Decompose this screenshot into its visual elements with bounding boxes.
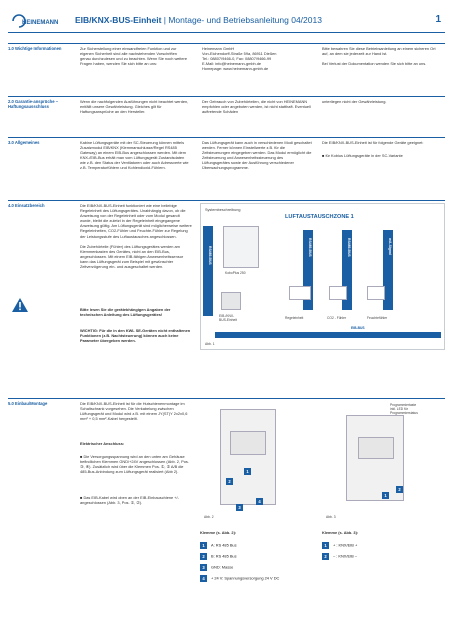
terminal-number: 2 (396, 486, 403, 493)
terminal-number: 1 (200, 542, 207, 549)
list-item-text: Die Versorgungsspannung wird an den unten am Gehäuse befindlichen Klemmen GND/+24V angeschlossen (Abb. 2, Pos. ③, ④). Zusätzlich wird über die Klemmen Pos. ①, ② A/B die 485-Bus-Anbindung zum Lüftungsgerät realisiert (Abb 2). (80, 454, 189, 475)
terminal-number: 1 (382, 492, 389, 499)
section-text: Die EIB/KNX-BUS-Einheit ist für die Hutschienenmontage im Schaltschrank vorgesehen. Die Verkabelung zwischen Lüftungsgerät und Modul wird z.B. mit einem JY(ST)Y 2x2x0,6 mm² + 0,5 mm²-Kabel hergestellt. (80, 401, 188, 422)
terminal-marker (244, 463, 255, 481)
section-divider (8, 137, 445, 138)
section-label: 5.0 Einbau/Montage (8, 401, 48, 406)
control-unit-label: Regeleinheit (285, 316, 304, 320)
device-label: KoboPlus 250 (225, 271, 246, 275)
title-bold: EIB/KNX-BUS-Einheit (75, 15, 162, 25)
figure-caption: Abb. 3 (326, 515, 336, 519)
section-text: Die EIB/KNX-BUS-Einheit funktioniert wie eine beliebige Regeleinheit des Lüftungsgerätes. Unabhängig davon, ob die Anweisung von der Regeleinheit oder vom Modul gesandt wurde, bleibt die zuletzt in der Regeleinheit eingegangene Anweisung gültig. Am Lüftungsgerät sind möglicherweise weitere Regeleinheiten, CO2-Fühler und Feuchte-Fühler zur Regelung der Leistungsstufe des Luftaustausches angeschlossen. Die Zubehörteile (Fühler) des Lüftungsgerätes werden am Klemmenkasten des Gerätes, nicht an den EIB-Bus, angeschlossen. Mit einem EIB-fähigen Anwesenheitssensor kann das Lüftungsgerät zum Beispiel mit gewünschter Zeitverzögerung ein- und ausgeschaltet werden. (80, 203, 192, 270)
figure-title: Systembeschreibung (205, 208, 241, 212)
terminal-number: 4 (200, 575, 207, 582)
terminal-text: – : KNX/EIB – (333, 553, 358, 559)
terminal-marker (396, 481, 407, 499)
module-front (230, 431, 266, 455)
page-title (75, 15, 322, 25)
terminal-marker (256, 493, 267, 511)
page-header (0, 0, 453, 40)
terminal-number: 1 (322, 542, 329, 549)
zone-headline: LUFTAUSTAUSCHZONE 1 (285, 214, 354, 220)
terminal-number: 1 (244, 468, 251, 475)
section-text: Bitte bewahren Sie diese Betriebsanleitung an einem sicheren Ort auf, an dem sie jederzeit zur Hand ist. Bei Verlust der Dokumentation wenden Sie sich bitte an uns. (322, 46, 436, 67)
list-item: ■ Das EIB-Kabel wird oben an der EIB-Einbauschiene +/- angeschlossen (Abb. 3, Pos. ①, ②). (80, 495, 179, 506)
co2-label: CO2 - Fühler (327, 316, 347, 320)
list-item: ■ für Kobius Lüftungsgeräte in der SC-Variante (322, 153, 403, 158)
terminal-marker (236, 499, 247, 517)
heinemann-logo (8, 10, 66, 32)
terminal-text: B: RS 485 Bus (211, 553, 237, 559)
page-number: 1 (435, 14, 441, 25)
humidity-label: Feuchtefühler (367, 316, 388, 320)
notice-text: Bitte lesen Sie die gerätebhängigen Angaben der technischen Anleitung des Lüftungsgerätes! (80, 307, 171, 318)
section-label: 3.0 Allgemeines (8, 140, 40, 145)
figure-caption: Abb. 1 (205, 342, 215, 346)
section-text: unterliegen nicht der Gewährleistung. (322, 99, 387, 104)
programming-button-label: Programmiertaste inkl. LED für Programmierstatus (390, 403, 418, 415)
terminal-heading: Klemme (s. Abb. 3): (322, 530, 359, 535)
eib-bus-line (215, 332, 441, 338)
terminal-text: A: RS 485 Bus (211, 542, 237, 548)
figure-caption: Abb. 2 (204, 515, 214, 519)
terminal-text: GND: Masse (211, 564, 234, 570)
terminal-item (200, 575, 279, 582)
list-item-text: Das EIB-Kabel wird oben an der EIB-Einbauschiene +/- angeschlossen (Abb. 3, Pos. ①, ②). (80, 495, 179, 506)
terminal-item (200, 542, 237, 549)
warning-icon (12, 298, 28, 312)
terminal-number: 2 (226, 478, 233, 485)
terminal-text: + 24 V: Spannungsversorgung 24 V DC (211, 575, 280, 581)
section-text: Wenn die nachfolgenden Ausführungen nicht beachtet werden, entfällt unsere Gewährleistung. Gleiches gilt für Haftungsansprüche an den Hersteller. (80, 99, 189, 115)
bus-unit-label: EIB-/KNX- BUS-Einheit (219, 314, 237, 322)
ventilation-unit (223, 226, 259, 268)
section-label: 2.0 Garantie-ansprüche – Haftungsausschluss (8, 99, 59, 110)
rs485-label: RS485-BUS (308, 238, 312, 257)
section-text: Die EIB/KNX-BUS-Einheit ist für folgende Geräte geeignet: (322, 140, 424, 145)
figure-2 (200, 401, 318, 523)
section-text: Zur Sicherstellung einer einwandfreien Funktion und zur eigenen Sicherheit sind alle nachstehenden Vorschriften genau durchzulesen und zu beachten. Wenn Sie noch weitere Fragen haben, wenden Sie sich bitte an uns: (80, 46, 187, 67)
bus-module (221, 292, 241, 310)
important-text: WICHTIG: Für die in den KWL SE-Geräten nicht enthaltenen Funktionen (z.B. Nachtsteuerung) können auch keine Parameter übergeben werden. (80, 328, 191, 344)
terminal-item (322, 542, 357, 549)
eib-bus-label: EIB-BUS (351, 326, 365, 330)
control-unit (289, 286, 311, 300)
section-divider (8, 43, 445, 44)
rs485-label: RS485-BUS (347, 238, 351, 257)
terminal-text: + : KNX/EIB + (333, 542, 358, 548)
figure-3 (322, 401, 445, 523)
section-text: Kabine Lüftungsgeräte mit der SC-Steuerung können mittels Zusatzmodul EIB/KNX (Klemmanschlusse/Regel RS485 Gateway) an einem EIB-Bus angeschlossen werden. Mit dem KNX-/EIB-Bus erhält man vom Lüftungsgerät Zustandsdaten wie z.B. den Status der Ventilatoren oder auch Adressverte wie z.B. Temperaturfühlern und Kohlendioxid-Fühlern. (80, 140, 189, 171)
signal-label: mA-Signal (388, 238, 392, 255)
svg-text:HEINEMANN: HEINEMANN (22, 20, 59, 26)
title-rest: | Montage- und Betriebsanleitung 04/2013 (161, 15, 322, 25)
terminal-number: 2 (322, 553, 329, 560)
rs485-label: RS485-BUS (208, 246, 212, 265)
terminal-number: 4 (256, 498, 263, 505)
section-divider (8, 398, 445, 399)
terminal-item (200, 553, 237, 560)
terminal-number: 3 (200, 564, 207, 571)
section-divider (8, 96, 445, 97)
header-rule (8, 32, 445, 33)
section-label: 4.0 Einsatzbereich (8, 203, 45, 208)
section-label: 1.0 Wichtige Informationen (8, 46, 62, 51)
terminal-number: 2 (200, 553, 207, 560)
electrical-heading: Elektrischer Anschluss: (80, 441, 125, 446)
terminal-marker (382, 487, 393, 505)
terminal-item (200, 564, 233, 571)
contact-block: Heinemann GmbH Von-Eichendorff-Straße 59a, 86911 Dießen Tel.: 08807/9466-0, Fax: 08807/9466-99 E-Mail: info@heinemann-gmbh.de Homepage: www.heinemann-gmbh.de (202, 46, 277, 72)
humidity-sensor (367, 286, 385, 300)
system-diagram (200, 203, 445, 350)
section-text: Der Gebrauch von Zubehörteilen, die nicht von HEINEMANN empfohlen oder angeboten werden, ist nicht statthaft. Eventuell auftretende Schäden (202, 99, 311, 115)
list-item-text: für Kobius Lüftungsgeräte in der SC-Variante (325, 153, 403, 158)
module-front (358, 437, 394, 459)
terminal-number: 3 (236, 504, 243, 511)
terminal-item (322, 553, 357, 560)
section-divider (8, 200, 445, 201)
rs485-bar (203, 226, 213, 316)
co2-sensor (329, 286, 347, 300)
list-item: ■ Die Versorgungsspannung wird an den unten am Gehäuse befindlichen Klemmen GND/+24V angeschlossen (Abb. 2, Pos. ③, ④). Zusätzlich wird über die Klemmen Pos. ①, ② A/B die 485-Bus-Anbindung zum Lüftungsgerät realisiert (Abb 2). (80, 454, 189, 475)
terminal-marker (226, 473, 237, 491)
section-text: Das Lüftungsgerät kann auch in verschiedenen Modi geschaltet werden. Ferner können Einstellwerte z.B. für die Zeitsteuerungen eingegeben werden. Das Modul ermöglicht die Zeitsteuerung und Anwesenheitssteuerung des Lüftungsgerätes sowie der Ausführung verschiedener Überwachungsprogramme. (202, 140, 312, 171)
terminal-heading: Klemme (s. Abb. 2): (200, 530, 237, 535)
